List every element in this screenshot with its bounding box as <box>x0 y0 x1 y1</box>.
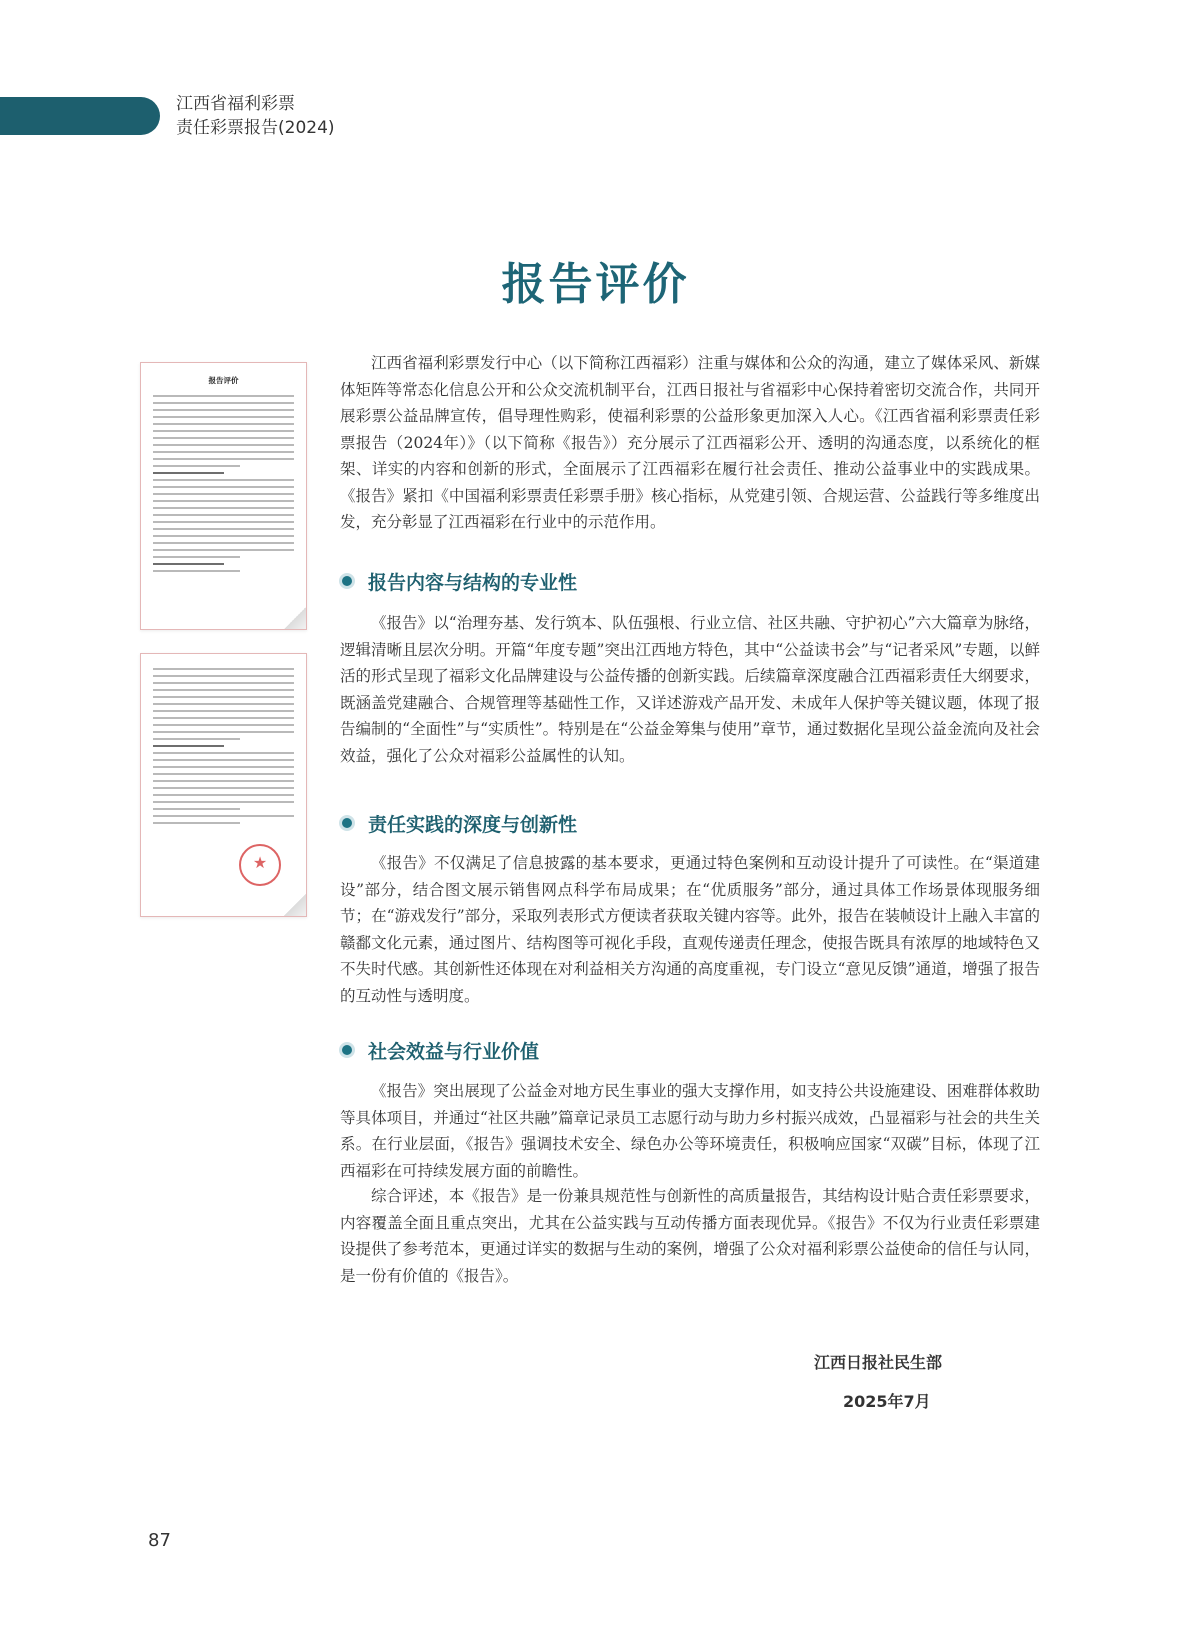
section-heading-text: 社会效益与行业价值 <box>368 1040 540 1063</box>
signature-date: 2025年7月 <box>843 1392 931 1411</box>
bullet-icon <box>342 576 352 586</box>
red-seal-icon: ★ <box>239 844 281 886</box>
section-2-paragraph: 《报告》不仅满足了信息披露的基本要求，更通过特色案例和互动设计提升了可读性。在“渠道建设”部分，结合图文展示销售网点科学布局成果；在“优质服务”部分，通过具体工作场景体现服务细节；在“游戏发行”部分，采取列表形式方便读者获取关键内容等。此外，报告在装帧设计上融入丰富的赣鄱文化元素，通过图片、结构图等可视化手段，直观传递责任理念，使报告既具有浓厚的地域特色又不失时代感。其创新性还体现在对利益相关方沟通的高度重视，专门设立“意见反馈”通道，增强了报告的互动性与透明度。 <box>340 854 1040 1005</box>
bullet-icon <box>342 818 352 828</box>
page-number: 87 <box>148 1530 171 1551</box>
section-heading-3 <box>342 1037 539 1063</box>
thumbnail-text-lines <box>153 395 294 577</box>
section-1-paragraph: 《报告》以“治理夯基、发行筑本、队伍强根、行业立信、社区共融、守护初心”六大篇章为脉络，逻辑清晰且层次分明。开篇“年度专题”突出江西地方特色，其中“公益读书会”与“记者采风”专题，以鲜活的形式呈现了福彩文化品牌建设与公益传播的创新实践。后续篇章深度融合江西福彩责任大纲要求，既涵盖党建融合、合规管理等基础性工作，又详述游戏产品开发、未成年人保护等关键议题，体现了报告编制的“全面性”与“实质性”。特别是在“公益金筹集与使用”章节，通过数据化呈现公益金流向及社会效益，强化了公众对福彩公益属性的认知。 <box>340 614 1040 765</box>
section-heading-1 <box>342 568 577 594</box>
signature-organization: 江西日报社民生部 <box>814 1353 943 1372</box>
section-3-paragraph-2: 综合评述，本《报告》是一份兼具规范性与创新性的高质量报告，其结构设计贴合责任彩票要求，内容覆盖全面且重点突出，尤其在公益实践与互动传播方面表现优异。《报告》不仅为行业责任彩票建设提供了参考范本，更通过详实的数据与生动的案例，增强了公众对福利彩票公益使命的信任与认同，是一份有价值的《报告》。 <box>340 1187 1040 1285</box>
intro-paragraph: 江西省福利彩票发行中心（以下简称江西福彩）注重与媒体和公众的沟通，建立了媒体采风、新媒体矩阵等常态化信息公开和公众交流机制平台，江西日报社与省福彩中心保持着密切交流合作，共同开展彩票公益品牌宣传，倡导理性购彩，使福利彩票的公益形象更加深入人心。《江西省福利彩票责任彩票报告（2024年）》（以下简称《报告》）充分展示了江西福彩公开、透明的沟通态度，以系统化的框架、详实的内容和创新的形式，全面展示了江西福彩在履行社会责任、推动公益事业中的实践成果。《报告》紧扣《中国福利彩票责任彩票手册》核心指标，从党建引领、合规运营、公益践行等多维度出发，充分彰显了江西福彩在行业中的示范作用。 <box>340 354 1040 531</box>
header-line-1: 江西省福利彩票 <box>176 94 295 114</box>
page-curl <box>283 893 307 917</box>
running-header <box>176 92 335 140</box>
page-curl <box>283 606 307 630</box>
header-line-2: 责任彩票报告(2024) <box>176 118 335 138</box>
header-accent-bar <box>0 97 160 135</box>
bullet-icon <box>342 1045 352 1055</box>
thumbnail-text-lines <box>153 668 294 829</box>
page-title: 报告评价 <box>501 259 690 310</box>
evaluation-letter-thumbnail-page-1 <box>140 362 307 630</box>
thumbnail-title: 报告评价 <box>208 376 239 385</box>
section-heading-text: 报告内容与结构的专业性 <box>368 571 578 594</box>
section-3-paragraph-1: 《报告》突出展现了公益金对地方民生事业的强大支撑作用，如支持公共设施建设、困难群体救助等具体项目，并通过“社区共融”篇章记录员工志愿行动与助力乡村振兴成效，凸显福彩与社会的共生关系。在行业层面，《报告》强调技术安全、绿色办公等环境责任，积极响应国家“双碳”目标，体现了江西福彩在可持续发展方面的前瞻性。 <box>340 1082 1040 1180</box>
evaluation-letter-thumbnail-page-2 <box>140 653 307 917</box>
section-heading-text: 责任实践的深度与创新性 <box>368 813 578 836</box>
section-heading-2 <box>342 810 577 836</box>
